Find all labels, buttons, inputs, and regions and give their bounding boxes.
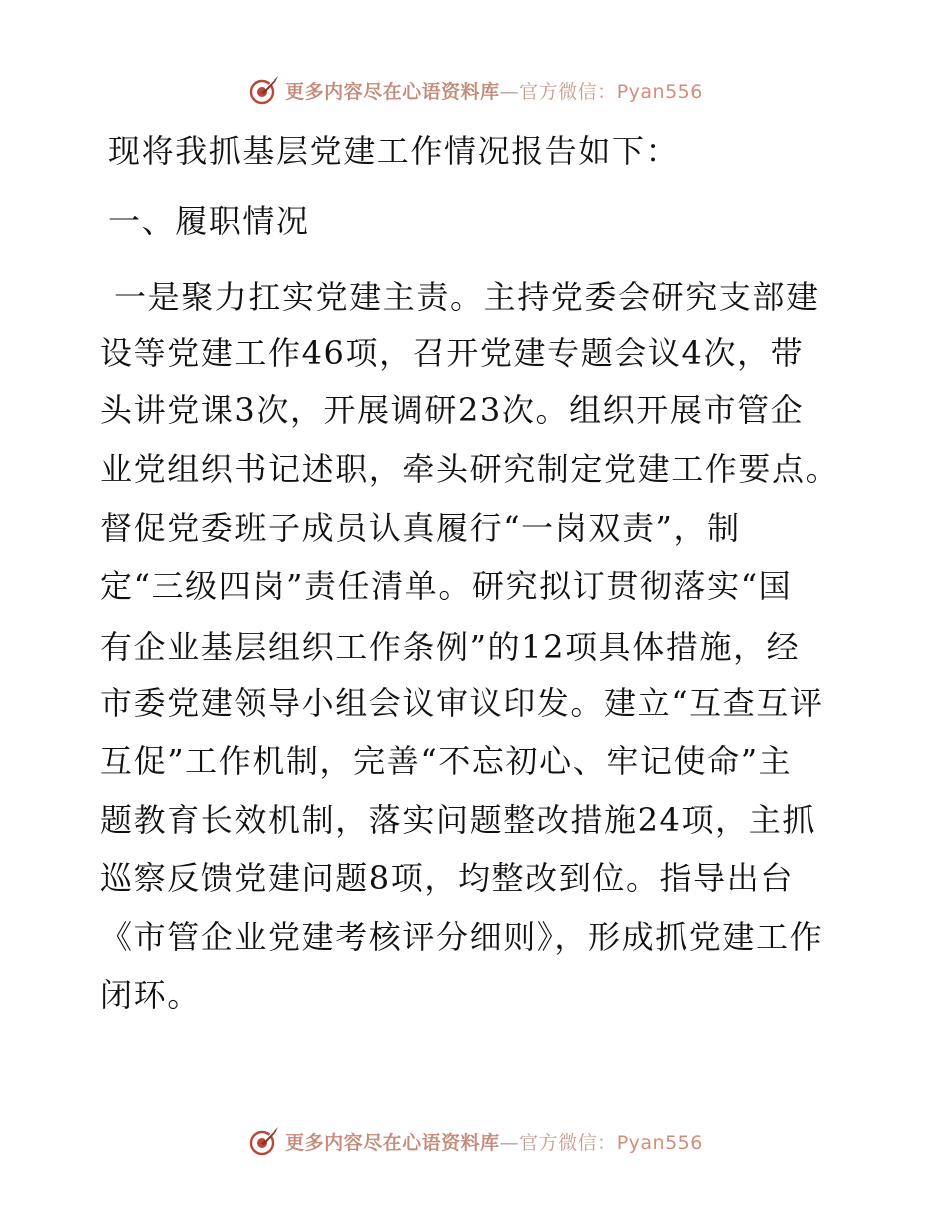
paragraph-line: 有企业基层组织工作条例”的12项具体措施，经 [100, 628, 801, 666]
watermark-brand: 更多内容尽在心语资料库 [285, 1131, 500, 1154]
watermark-text [285, 1128, 703, 1155]
paragraph-line: 定“三级四岗”责任清单。研究拟订贯彻落实“国 [100, 567, 793, 605]
paragraph-line: 闭环。 [100, 976, 201, 1014]
paragraph-line: 头讲党课3次，开展调研23次。组织开展市管企 [100, 391, 805, 429]
paragraph-line: 市委党建领导小组会议审议印发。建立“互查互评 [100, 684, 824, 722]
quill-logo-icon [247, 1124, 281, 1158]
watermark-wechat-label: 官方微信： [519, 1131, 617, 1154]
watermark-wechat-label: 官方微信： [519, 80, 617, 103]
watermark-wechat-id: Pyan556 [616, 1131, 703, 1154]
paragraph-line: 督促党委班子成员认真履行“一岗双责”，制 [100, 509, 741, 547]
paragraph-line: 题教育长效机制，落实问题整改措施24项，主抓 [100, 801, 816, 839]
footer-watermark [0, 1121, 950, 1161]
header-watermark [0, 70, 950, 110]
paragraph-line: 互促”工作机制，完善“不忘初心、牢记使命”主 [100, 742, 793, 780]
watermark-brand: 更多内容尽在心语资料库 [285, 80, 500, 103]
watermark-text [285, 77, 703, 104]
paragraph-line: 设等党建工作46项，召开党建专题会议4次，带 [100, 334, 805, 372]
paragraph-line: 《市管企业党建考核评分细则》，形成抓党建工作 [100, 918, 824, 956]
watermark-separator: — [499, 80, 520, 103]
section-heading: 一、履职情况 [108, 202, 310, 240]
intro-line: 现将我抓基层党建工作情况报告如下： [108, 132, 680, 170]
paragraph-line: 业党组织书记述职，牵头研究制定党建工作要点。 [100, 450, 840, 488]
paragraph-line: 巡察反馈党建问题8项，均整改到位。指导出台 [100, 859, 794, 897]
quill-logo-icon [247, 73, 281, 107]
watermark-wechat-id: Pyan556 [616, 80, 703, 103]
paragraph-line: 一是聚力扛实党建主责。主持党委会研究支部建 [114, 278, 820, 316]
watermark-separator: — [499, 1131, 520, 1154]
